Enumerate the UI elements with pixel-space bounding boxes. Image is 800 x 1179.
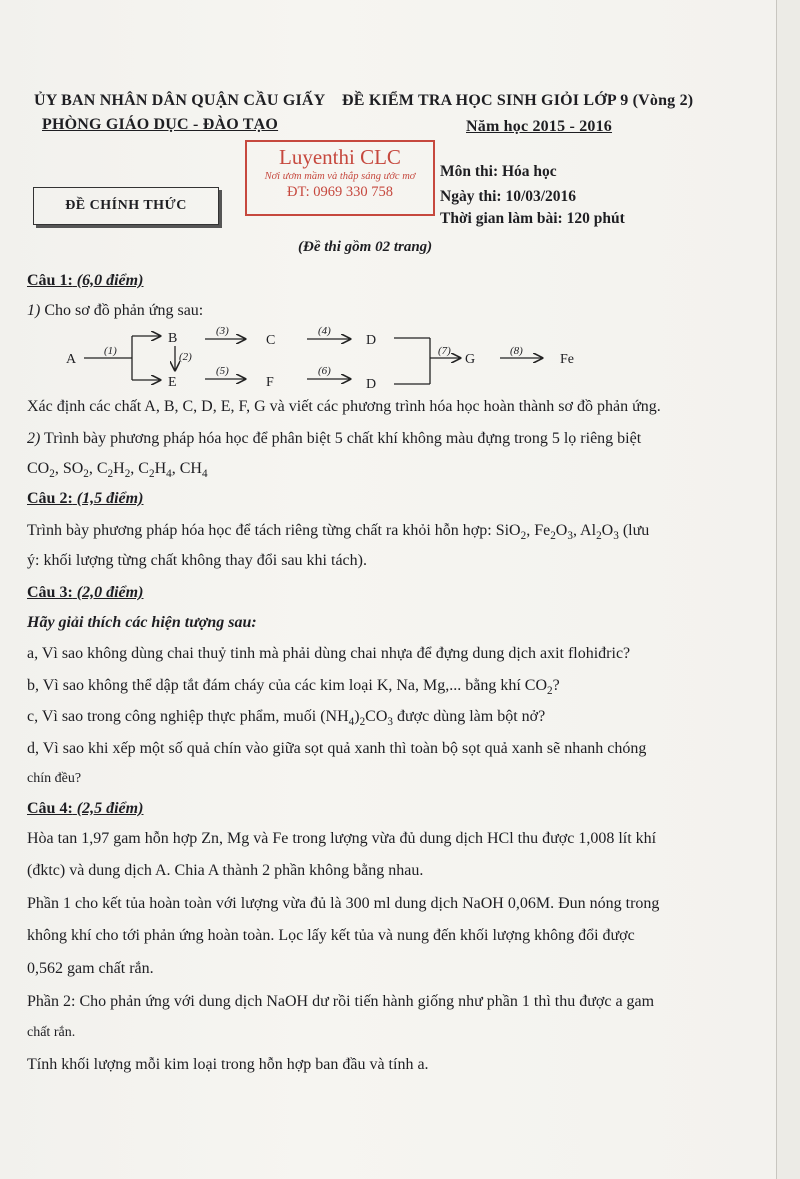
q4-title-prefix: Câu 4: bbox=[27, 800, 73, 817]
node-d-top: D bbox=[366, 333, 377, 348]
step-3: (3) bbox=[216, 325, 229, 337]
school-year: Năm học 2015 - 2016 bbox=[466, 118, 613, 135]
q3-item-a: a, Vì sao không dùng chai thuỷ tinh mà phải dùng chai nhựa để đựng dung dịch axit flohiđric? bbox=[27, 645, 631, 662]
q1-title bbox=[27, 272, 143, 290]
step-4: (4) bbox=[318, 325, 331, 337]
q1-title-prefix: Câu 1: bbox=[27, 272, 73, 289]
q3-item-c: c, Vì sao trong công nghiệp thực phẩm, muối $(NH_4)_2CO_3$ được dùng làm bột nở? bbox=[27, 708, 546, 729]
node-g: G bbox=[465, 352, 476, 367]
q1-part1-text: Cho sơ đồ phản ứng sau: bbox=[44, 302, 204, 319]
node-c: C bbox=[266, 333, 276, 348]
department-heading: PHÒNG GIÁO DỤC - ĐÀO TẠO bbox=[42, 116, 279, 133]
q4-line3: Phần 1 cho kết tủa hoàn toàn với lượng vừa đủ là 300 ml dung dịch NaOH 0,06M. Đun nóng trong bbox=[27, 895, 660, 912]
q3-intro: Hãy giải thích các hiện tượng sau: bbox=[27, 614, 257, 631]
node-f: F bbox=[266, 375, 274, 390]
q1-title-points: (6,0 điểm) bbox=[76, 272, 144, 289]
q3-title bbox=[27, 584, 143, 602]
exam-subject: Môn thi: Hóa học bbox=[440, 163, 557, 180]
q3-title-prefix: Câu 3: bbox=[27, 584, 73, 601]
q2-text-line2: ý: khối lượng từng chất không thay đổi sau khi tách). bbox=[27, 552, 367, 569]
q1-part1-intro bbox=[27, 302, 203, 320]
q2-text-line1: Trình bày phương pháp hóa học để tách riêng từng chất ra khỏi hỗn hợp: SiO$_2$, $Fe_2O_3$, $Al_2O_3$ (lưu bbox=[27, 522, 650, 543]
q4-line1: Hòa tan 1,97 gam hỗn hợp Zn, Mg và Fe trong lượng vừa đủ dung dịch HCl thu được 1,008 lít khí bbox=[27, 830, 657, 847]
official-exam-box: ĐỀ CHÍNH THỨC bbox=[33, 187, 219, 225]
node-fe: Fe bbox=[560, 352, 574, 367]
q4-title-points: (2,5 điểm) bbox=[76, 800, 144, 817]
exam-date: Ngày thi: 10/03/2016 bbox=[440, 188, 577, 205]
q2-title-points: (1,5 điểm) bbox=[76, 490, 144, 507]
q4-line8: Tính khối lượng mỗi kim loại trong hỗn hợp ban đầu và tính a. bbox=[27, 1056, 429, 1073]
pages-note: (Đề thi gồm 02 trang) bbox=[298, 239, 433, 255]
q4-line7: chất rắn. bbox=[27, 1025, 76, 1040]
committee-heading: ỦY BAN NHÂN DÂN QUẬN CẦU GIẤY bbox=[34, 92, 326, 109]
step-8: (8) bbox=[510, 345, 523, 357]
q4-line6: Phần 2: Cho phản ứng với dung dịch NaOH dư rồi tiến hành giống như phần 1 thì thu được a gam bbox=[27, 993, 655, 1010]
q2-title bbox=[27, 490, 143, 508]
stamp-slogan: Nơi ươm mầm và thắp sáng ước mơ bbox=[264, 171, 416, 182]
q3-title-points: (2,0 điểm) bbox=[76, 584, 144, 601]
q4-line4: không khí cho tới phản ứng hoàn toàn. Lọc lấy kết tủa và nung đến khối lượng không đổi được bbox=[27, 927, 635, 944]
q1-gas-list: $CO_2$, $SO_2$, $C_2H_2$, $C_2H_4$, $CH_4$ bbox=[27, 460, 208, 481]
q2-title-prefix: Câu 2: bbox=[27, 490, 73, 507]
q4-line5: 0,562 gam chất rắn. bbox=[27, 960, 154, 977]
q3-item-b: b, Vì sao không thể dập tắt đám cháy của các kim loại K, Na, Mg,... bằng khí $CO_2$? bbox=[27, 677, 560, 698]
q1-part2-intro bbox=[27, 430, 641, 448]
node-d-bottom: D bbox=[366, 377, 377, 392]
node-e: E bbox=[168, 375, 177, 390]
step-5: (5) bbox=[216, 365, 229, 377]
q3-item-d-line2: chín đều? bbox=[27, 771, 82, 786]
node-b: B bbox=[168, 331, 178, 346]
step-7: (7) bbox=[438, 345, 451, 357]
q1-part2-text: Trình bày phương pháp hóa học để phân biệt 5 chất khí không màu đựng trong 5 lọ riêng biệt bbox=[44, 430, 642, 447]
exam-duration: Thời gian làm bài: 120 phút bbox=[440, 210, 625, 227]
q1-part1-number: 1) bbox=[27, 302, 41, 319]
stamp-name: Luyenthi CLC bbox=[279, 145, 401, 169]
reaction-diagram bbox=[60, 322, 620, 394]
q4-title bbox=[27, 800, 143, 818]
publisher-stamp bbox=[245, 140, 435, 216]
q3-item-d-line1: d, Vì sao khi xếp một số quả chín vào giữa sọt quả xanh thì toàn bộ sọt quả xanh sẽ nhanh chóng bbox=[27, 740, 647, 757]
node-a: A bbox=[66, 352, 77, 367]
step-6: (6) bbox=[318, 365, 331, 377]
step-2: (2) bbox=[179, 351, 192, 363]
q1-part2-number: 2) bbox=[27, 430, 41, 447]
stamp-phone: ĐT: 0969 330 758 bbox=[286, 184, 393, 200]
q4-line2: (đktc) và dung dịch A. Chia A thành 2 phần không bằng nhau. bbox=[27, 862, 424, 879]
step-1: (1) bbox=[104, 345, 117, 357]
q1-part1-task: Xác định các chất A, B, C, D, E, F, G và viết các phương trình hóa học hoàn thành sơ đồ phản ứng. bbox=[27, 398, 661, 415]
exam-title: ĐỀ KIỂM TRA HỌC SINH GIỎI LỚP 9 (Vòng 2) bbox=[342, 92, 694, 109]
